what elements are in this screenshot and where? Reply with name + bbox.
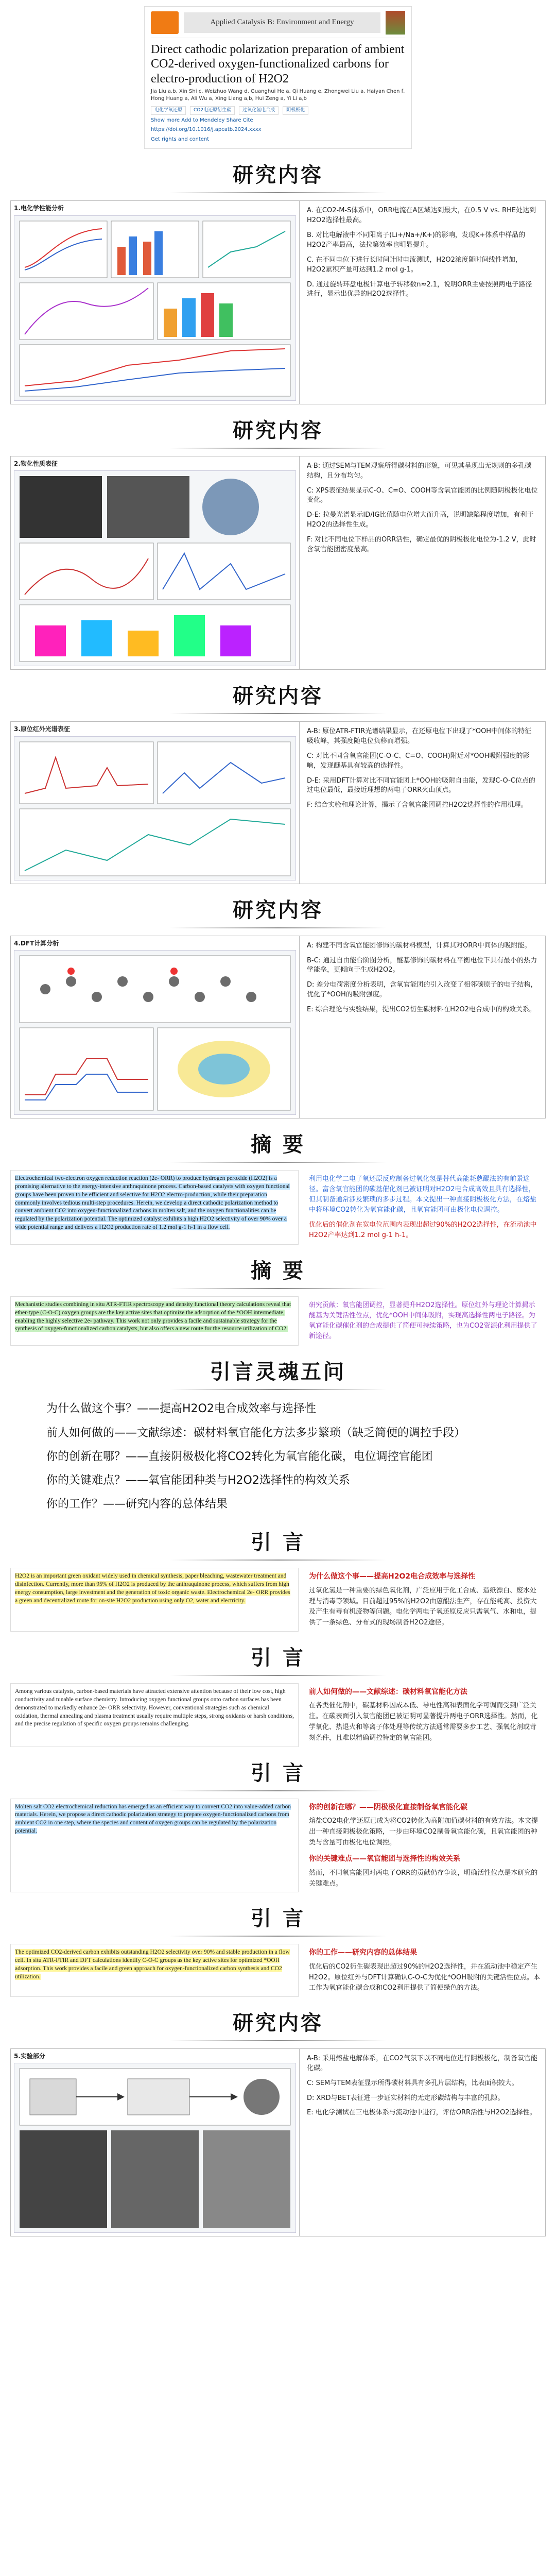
block-text: C: XPS表征结果显示C-O、C=O、COOH等含氧官能团的比例随阴极极化电位变化。 bbox=[307, 486, 538, 504]
paper-tags bbox=[151, 106, 405, 115]
question-item: 前人如何做的——文献综述：碳材料氧官能化方法多步繁琐（缺乏简便的调控手段） bbox=[46, 1426, 466, 1439]
intro-question-title: 前人如何做的——文献综述：碳材料氧官能化方法 bbox=[309, 1687, 467, 1696]
research-block-1 bbox=[10, 200, 546, 404]
section-title-research: 研究内容 bbox=[233, 684, 323, 708]
block-text: D: 差分电荷密度分析表明，含氧官能团的引入改变了相邻碳原子的电子结构，优化了*OOH的吸附强度。 bbox=[307, 981, 537, 999]
intro-chinese bbox=[306, 1799, 546, 1893]
divider bbox=[170, 1560, 386, 1561]
block-text: D: XRD与BET表征进一步证实材料的无定形碳结构与丰富的孔隙。 bbox=[307, 2094, 505, 2102]
intro-question-title: 为什么做这个事——提高H2O2电合成效率与选择性 bbox=[309, 1572, 476, 1581]
abstract-chinese bbox=[305, 1296, 546, 1346]
intro-chinese-text: 优化后的CO2衍生碳表现出超过90%的H2O2选择性，并在流动池中稳定产生H2O2。原位红外与DFT计算确认C-O-C为优化*OOH吸附的关键活性位点。本工作为氧官能化碳合成和CO2利用提供了简便绿色的方法。 bbox=[309, 1962, 540, 1992]
abstract-chinese bbox=[305, 1170, 546, 1245]
figure-panel bbox=[14, 470, 296, 666]
block-label: 2.物化性质表征 bbox=[14, 460, 58, 467]
divider bbox=[170, 927, 386, 928]
figure-panel bbox=[14, 736, 296, 880]
tag: 过氧化氢电合成 bbox=[239, 106, 279, 115]
section-title-research: 研究内容 bbox=[233, 418, 323, 443]
divider bbox=[170, 1389, 386, 1390]
intro-english-text: Molten salt CO2 electrochemical reduction has emerged as an efficient way to convert CO2 into value-added carbon materials. Herein, we propose a direct cathodic polarization strategy to prepare oxygen-functionalized carbons from ambient CO2 in one step, where the species and content of oxygen groups can be regulated by the polarization potential. bbox=[15, 1803, 291, 1835]
section-title-intro: 引 言 bbox=[251, 1530, 305, 1555]
intro-english-text: H2O2 is an important green oxidant widely used in chemical synthesis, paper bleaching, wastewater treatment and disinfection. Currently, more than 95% of H2O2 is produced by the anthraquinone process, which suffers from high energy consumption, large investment and the generation of toxic organic waste. Electrochemical 2e- ORR provides a green and decentralized route for on-site H2O2 production using only O2, water and electricity. bbox=[15, 1573, 290, 1604]
abstract-row-2 bbox=[10, 1296, 546, 1346]
abstract-english bbox=[10, 1170, 299, 1245]
abstract-english-text: Electrochemical two-electron oxygen reduction reaction (2e- ORR) to produce hydrogen peroxide (H2O2) is a promising alternative to the energy-intensive anthraquinone process. Carbon-based catalysts with oxygen functional groups have been proven to be efficient and selective for H2O2 electro-production, while their preparation commonly involves tedious multi-step procedures. Herein, we develop a direct cathodic polarization method to convert ambient CO2 into oxygen-functionalized carbons in molten salt, and the oxygen functionalities can be regulated by the polarization potential. The optimized catalyst exhibits a high H2O2 selectivity of over 90% over a wide potential range and delivers a H2O2 production rate of 1.2 mol g-1 h-1 in a flow cell. bbox=[15, 1175, 290, 1231]
author-list[interactable]: Jia Liu a,b, Xin Shi c, Weizhuo Wang d, Guanghui He a, Qi Huang e, Zhongwei Liu a, Haiyan Chen f, Hong Huang a, Ali Wu a, Xing Liang a,b, Hui Zeng a, Yi Li a,b bbox=[151, 88, 405, 102]
divider bbox=[170, 448, 386, 449]
intro-chinese-text: 熔盐CO2电化学还原已成为将CO2转化为高附加值碳材料的有效方法。本文提出一种直接阴极极化策略，一步由环境CO2制备氧官能化碳，且氧官能团的种类与含量可由极化电位调控。 bbox=[309, 1817, 538, 1846]
section-title-abstract: 摘 要 bbox=[251, 1258, 305, 1283]
block-text: B-C: 通过自由能台阶图分析，醚基修饰的碳材料在平衡电位下具有最小的热力学能垒，更倾向于生成H2O2。 bbox=[307, 956, 537, 974]
intro-chinese-text: 在各类催化剂中，碳基材料因成本低、导电性高和表面化学可调而受到广泛关注。在碳表面引入氧官能团已被证明可显著提升两电子ORR选择性。然而，化学氧化、热退火和等离子体处理等传统方法通常需要多步工艺、强氧化剂或苛刻条件，且难以精确调控特定的氧官能团。 bbox=[309, 1702, 538, 1742]
section-title-five-questions: 引言灵魂五问 bbox=[210, 1360, 346, 1384]
intro-chinese bbox=[306, 1944, 546, 1997]
abstract-english-text: Mechanistic studies combining in situ ATR-FTIR spectroscopy and density functional theory calculations reveal that ether-type (C-O-C) oxygen groups are the key active sites that optimize the adsorption of the *OOH intermediate, enabling the highly selective 2e- pathway. This work not only provides a facile and sustainable strategy for the synthesis of oxygen-functionalized carbon catalysts, but also offers a new route for the resource utilization of CO2. bbox=[15, 1301, 291, 1332]
question-item: 为什么做这个事？——提高H2O2电合成效率与选择性 bbox=[46, 1402, 316, 1416]
block-label: 5.实验部分 bbox=[14, 2053, 45, 2060]
figure-graphic bbox=[14, 2063, 296, 2232]
intro-block-4 bbox=[10, 1944, 546, 1997]
divider bbox=[170, 1288, 386, 1289]
block-text: A-B: 采用熔盐电解体系，在CO2气氛下以不同电位进行阴极极化，制备氧官能化碳。 bbox=[307, 2055, 537, 2072]
question-item: 你的关键难点？——氧官能团种类与H2O2选择性的构效关系 bbox=[46, 1474, 350, 1487]
abstract-row-1 bbox=[10, 1170, 546, 1245]
figure-graphic bbox=[14, 951, 296, 1114]
divider bbox=[170, 1936, 386, 1937]
journal-bar bbox=[151, 11, 405, 38]
divider bbox=[170, 192, 386, 193]
block-text: C. 在不同电位下进行长时间计时电流测试，H2O2浓度随时间线性增加，H2O2累积产量可达到1.2 mol g-1。 bbox=[307, 256, 522, 274]
section-title-research: 研究内容 bbox=[233, 2011, 323, 2036]
tag: CO2电还原衍生碳 bbox=[190, 106, 235, 115]
section-title-intro: 引 言 bbox=[251, 1760, 305, 1785]
divider bbox=[170, 1675, 386, 1676]
intro-english-text: Among various catalysts, carbon-based materials have attracted extensive attention because of their low cost, high conductivity and tunable surface chemistry. Introducing oxygen functional groups onto carbon surfaces has been demonstrated to markedly enhance 2e- ORR selectivity. However, conventional strategies such as chemical oxidation, thermal annealing and plasma treatment usually require multiple steps, strong oxidants or harsh conditions, and the precise regulation of specific oxygen groups remains challenging. bbox=[15, 1688, 294, 1727]
block-text: E: 电化学测试在三电极体系与流动池中进行，评估ORR活性与H2O2选择性。 bbox=[307, 2109, 536, 2117]
block-text: D. 通过旋转环盘电极计算电子转移数n≈2.1，说明ORR主要按照两电子路径进行，显示出优异的H2O2选择性。 bbox=[307, 280, 532, 298]
section-title-research: 研究内容 bbox=[233, 897, 323, 922]
divider bbox=[170, 1790, 386, 1791]
figure-panel bbox=[14, 215, 296, 401]
research-block-2 bbox=[10, 456, 546, 670]
intro-block-2 bbox=[10, 1683, 546, 1747]
section-title-abstract: 摘 要 bbox=[251, 1132, 305, 1157]
intro-english bbox=[10, 1568, 299, 1632]
journal-cover bbox=[386, 11, 405, 35]
block-text: F: 对比不同电位下样品的ORR活性，确定最优的阴极极化电位为-1.2 V，此时含氧官能团密度最高。 bbox=[307, 535, 536, 553]
intro-block-3 bbox=[10, 1799, 546, 1893]
intro-english bbox=[10, 1683, 299, 1747]
figure-panel bbox=[14, 950, 296, 1115]
block-label: 4.DFT计算分析 bbox=[14, 939, 59, 947]
intro-question-title: 你的关键难点——氧官能团与选择性的构效关系 bbox=[309, 1855, 460, 1863]
intro-block-1 bbox=[10, 1568, 546, 1632]
paper-actions[interactable]: Show more Add to Mendeley Share Cite bbox=[151, 117, 253, 123]
intro-chinese bbox=[306, 1568, 546, 1632]
block-label: 1.电化学性能分析 bbox=[14, 205, 64, 212]
block-text: A-B: 通过SEM与TEM观察所得碳材料的形貌，可见其呈现出无规则的多孔碳结构，且分布均匀。 bbox=[307, 462, 532, 480]
research-block-5 bbox=[10, 2048, 546, 2236]
divider bbox=[170, 713, 386, 714]
question-item: 你的创新在哪？——直接阴极极化将CO2转化为氧官能化碳，电位调控官能团 bbox=[46, 1450, 433, 1463]
block-text: B. 对比电解液中不同阳离子(Li+/Na+/K+)的影响，发现K+体系中样品的H2O2产率最高，法拉第效率也明显提升。 bbox=[307, 231, 526, 249]
doi-link[interactable]: https://doi.org/10.1016/j.apcatb.2024.xxxx bbox=[151, 127, 262, 133]
section-title-intro: 引 言 bbox=[251, 1645, 305, 1670]
intro-chinese-text: 过氧化氢是一种重要的绿色氧化剂，广泛应用于化工合成、造纸漂白、废水处理与消毒等领域。目前超过95%的H2O2由蒽醌法生产，存在能耗高、投资大及产生有毒有机废物等问题。电化学两电子氧还原反应只需氧气、水和电，提供了一条绿色、分布式的现场制备H2O2途径。 bbox=[309, 1586, 537, 1627]
figure-graphic bbox=[14, 471, 296, 666]
paper-title: Direct cathodic polarization preparation of ambient CO2-derived oxygen-functionalized carbons for electro-production of H2O2 bbox=[151, 43, 405, 86]
intro-english-text: The optimized CO2-derived carbon exhibits outstanding H2O2 selectivity over 90% and stable production in a flow cell. In situ ATR-FTIR and DFT calculations identify C-O-C groups as the key active sites for optimized *OOH adsorption. This work provides a facile and green approach for oxygen-functionalized carbon synthesis and CO2 utilization. bbox=[15, 1949, 290, 1980]
abstract-chinese-text: 研究贡献：氧官能团调控，显著提升H2O2选择性。原位红外与理论计算揭示醚基为关键活性位点，优化*OOH中间体吸附，实现高选择性两电子路径。为氧官能化碳催化剂的合成提供了简便可持续策略，也为CO2资源化利用提供了新途径。 bbox=[309, 1301, 537, 1341]
figure-panel bbox=[14, 2063, 296, 2233]
rights-link[interactable]: Get rights and content bbox=[151, 136, 210, 142]
block-text: D-E: 拉曼光谱显示ID/IG比值随电位增大而升高，说明缺陷程度增加，有利于H2O2的选择性生成。 bbox=[307, 511, 534, 529]
journal-name[interactable]: Applied Catalysis B: Environment and Energy bbox=[184, 12, 380, 33]
block-text: C: 对比不同含氧官能团(C-O-C、C=O、COOH)附近对*OOH吸附强度的影响，发现醚基具有较高的选择性。 bbox=[307, 752, 530, 770]
publisher-logo bbox=[151, 11, 179, 34]
block-text: F: 结合实验和理论计算，揭示了含氧官能团调控H2O2选择性的作用机理。 bbox=[307, 801, 528, 809]
divider bbox=[170, 2040, 386, 2041]
block-text: A-B: 原位ATR-FTIR光谱结果显示，在还原电位下出现了*OOH中间体的特征吸收峰，其强度随电位负移而增强。 bbox=[307, 727, 532, 745]
abstract-chinese-text: 利用电化学二电子氧还原反应制备过氧化氢是替代高能耗蒽醌法的有前景途径。富含氧官能团的碳基催化剂已被证明对H2O2电合成高效且具有选择性，但其制备通常涉及繁琐的多步过程。本文提出一种直接阴极极化方法，在熔盐中将环境CO2转化为氧官能化碳，且氧官能团可由极化电位调控。 bbox=[309, 1175, 537, 1214]
paper-header bbox=[144, 6, 412, 149]
divider bbox=[170, 1162, 386, 1163]
block-text: A. 在CO2-M-S体系中，ORR电流在A区域达到最大，在0.5 V vs. RHE处达到H2O2选择性最高。 bbox=[307, 207, 536, 225]
question-item: 你的工作？——研究内容的总体结果 bbox=[46, 1498, 228, 1511]
intro-chinese-text: 然而，不同氧官能团对两电子ORR的贡献仍存争议，明确活性位点是本研究的关键难点。 bbox=[309, 1869, 538, 1888]
section-title-intro: 引 言 bbox=[251, 1906, 305, 1931]
figure-graphic bbox=[14, 216, 296, 400]
intro-chinese bbox=[306, 1683, 546, 1747]
intro-english bbox=[10, 1799, 299, 1893]
five-questions bbox=[46, 1397, 510, 1516]
tag: 电化学氧还原 bbox=[151, 106, 186, 115]
block-label: 3.原位红外光谱表征 bbox=[14, 725, 70, 733]
abstract-chinese-text: 优化后的催化剂在宽电位范围内表现出超过90%的H2O2选择性，在流动池中H2O2产率达到1.2 mol g-1 h-1。 bbox=[309, 1221, 537, 1239]
intro-question-title: 你的工作——研究内容的总体结果 bbox=[309, 1948, 417, 1957]
block-text: A: 构建不同含氧官能团修饰的碳材料模型，计算其对ORR中间体的吸附能。 bbox=[307, 941, 531, 950]
intro-question-title: 你的创新在哪？——阴极极化直接制备氧官能化碳 bbox=[309, 1803, 467, 1811]
section-title-research: 研究内容 bbox=[233, 163, 323, 188]
research-block-4 bbox=[10, 936, 546, 1118]
research-block-3 bbox=[10, 721, 546, 884]
tag: 阴极极化 bbox=[283, 106, 308, 115]
intro-english bbox=[10, 1944, 299, 1997]
figure-graphic bbox=[14, 737, 296, 880]
block-text: D-E: 采用DFT计算对比不同官能团上*OOH的吸附自由能，发现C-O-C位点的过电位最低，最接近理想的两电子ORR火山顶点。 bbox=[307, 776, 535, 794]
block-text: E: 综合理论与实验结果，提出CO2衍生碳材料在H2O2电合成中的构效关系。 bbox=[307, 1005, 536, 1013]
abstract-english bbox=[10, 1296, 299, 1346]
block-text: C: SEM与TEM表征显示所得碳材料具有多孔片层结构，比表面积较大。 bbox=[307, 2079, 518, 2087]
